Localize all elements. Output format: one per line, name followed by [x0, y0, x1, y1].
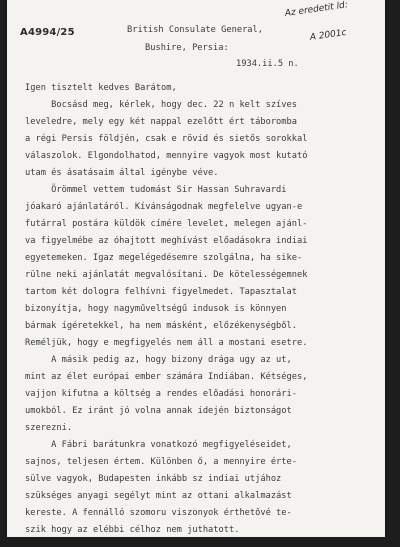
body-line: A másik pedig az, hogy bizony drága ugy az ut, [25, 355, 292, 365]
body-line: sajnos, teljesen értem. Különben ő, a mennyire érte- [25, 457, 297, 467]
file-number-annotation: A4994/25 [20, 27, 75, 38]
body-line: a régi Persis földjén, csak e rövid és sietős sorokkal [25, 134, 308, 144]
body-line: utam és ásatásaim által igénybe véve. [25, 168, 219, 178]
letter-date: 1934.ii.5 n. [236, 59, 299, 69]
consulate-location-line: Bushire, Persia: [145, 43, 229, 53]
body-line: sülve vagyok, Budapesten inkább sz indiai utjához [25, 474, 282, 484]
body-line: Bocsásd meg, kérlek, hogy dec. 22 n kelt szíves [25, 100, 297, 110]
scan-background-edge [0, 537, 400, 547]
body-line: bármak ígéretekkel, ha nem másként, előzékenységből. [25, 321, 297, 331]
body-line: kereste. A fennálló szomoru viszonyok érthetővé te- [25, 508, 292, 518]
consulate-address-line: British Consulate General, [127, 25, 263, 35]
body-line: mint az élet európai ember számára Indiában. Kétséges, [25, 372, 308, 382]
body-line: va figyelmébe az óhajtott meghívást előadásokra indiai [25, 236, 308, 246]
body-line: vajjon kifutna a költség a rendes előadási honorári- [25, 389, 297, 399]
body-line: Örömmel vettem tudomást Sir Hassan Suhravardi [25, 185, 287, 195]
body-line: leveledre, mely egy két nappal ezelőtt ért táboromba [25, 117, 297, 127]
body-line: rülne neki ajánlatát megvalósítani. De kötelességemnek [25, 270, 308, 280]
body-line: tartom két dologra felhívni figyelmedet. Tapasztalat [25, 287, 297, 297]
body-line: szükséges anyagi segélyt mint az ottani alkalmazást [25, 491, 292, 501]
body-line: válaszolok. Elgondolhatod, mennyire vagyok most kutató [25, 151, 308, 161]
body-line: szik hogy az elébbi célhoz nem juthatott. [25, 525, 240, 535]
salutation: Igen tisztelt kedves Barátom, [25, 83, 177, 93]
body-line: egyetemeken. Igaz megelégedésemre szolgálna, ha sike- [25, 253, 303, 263]
copy-note-annotation: Az eredetit ld: [284, 0, 349, 19]
body-line: futárral postára küldök címére levelet, melegen ajánl- [25, 219, 308, 229]
letter-page [7, 0, 385, 537]
body-line: A Fábri barátunkra vonatkozó megfigyeléseidet, [25, 440, 292, 450]
body-line: szerezni. [25, 423, 73, 433]
body-line: bizonyítja, hogy nagyműveltségű indusok is könnyen [25, 304, 287, 314]
body-line: jóakaró ajánlatáról. Kívánságodnak megfelelve ugyan-e [25, 202, 303, 212]
copy-ref-annotation: A 2001c [309, 27, 348, 43]
body-line: umokból. Ez iránt jó volna annak idején biztonságot [25, 406, 292, 416]
body-line: Reméljük, hogy e megfigyelés nem áll a mostani esetre. [25, 338, 308, 348]
